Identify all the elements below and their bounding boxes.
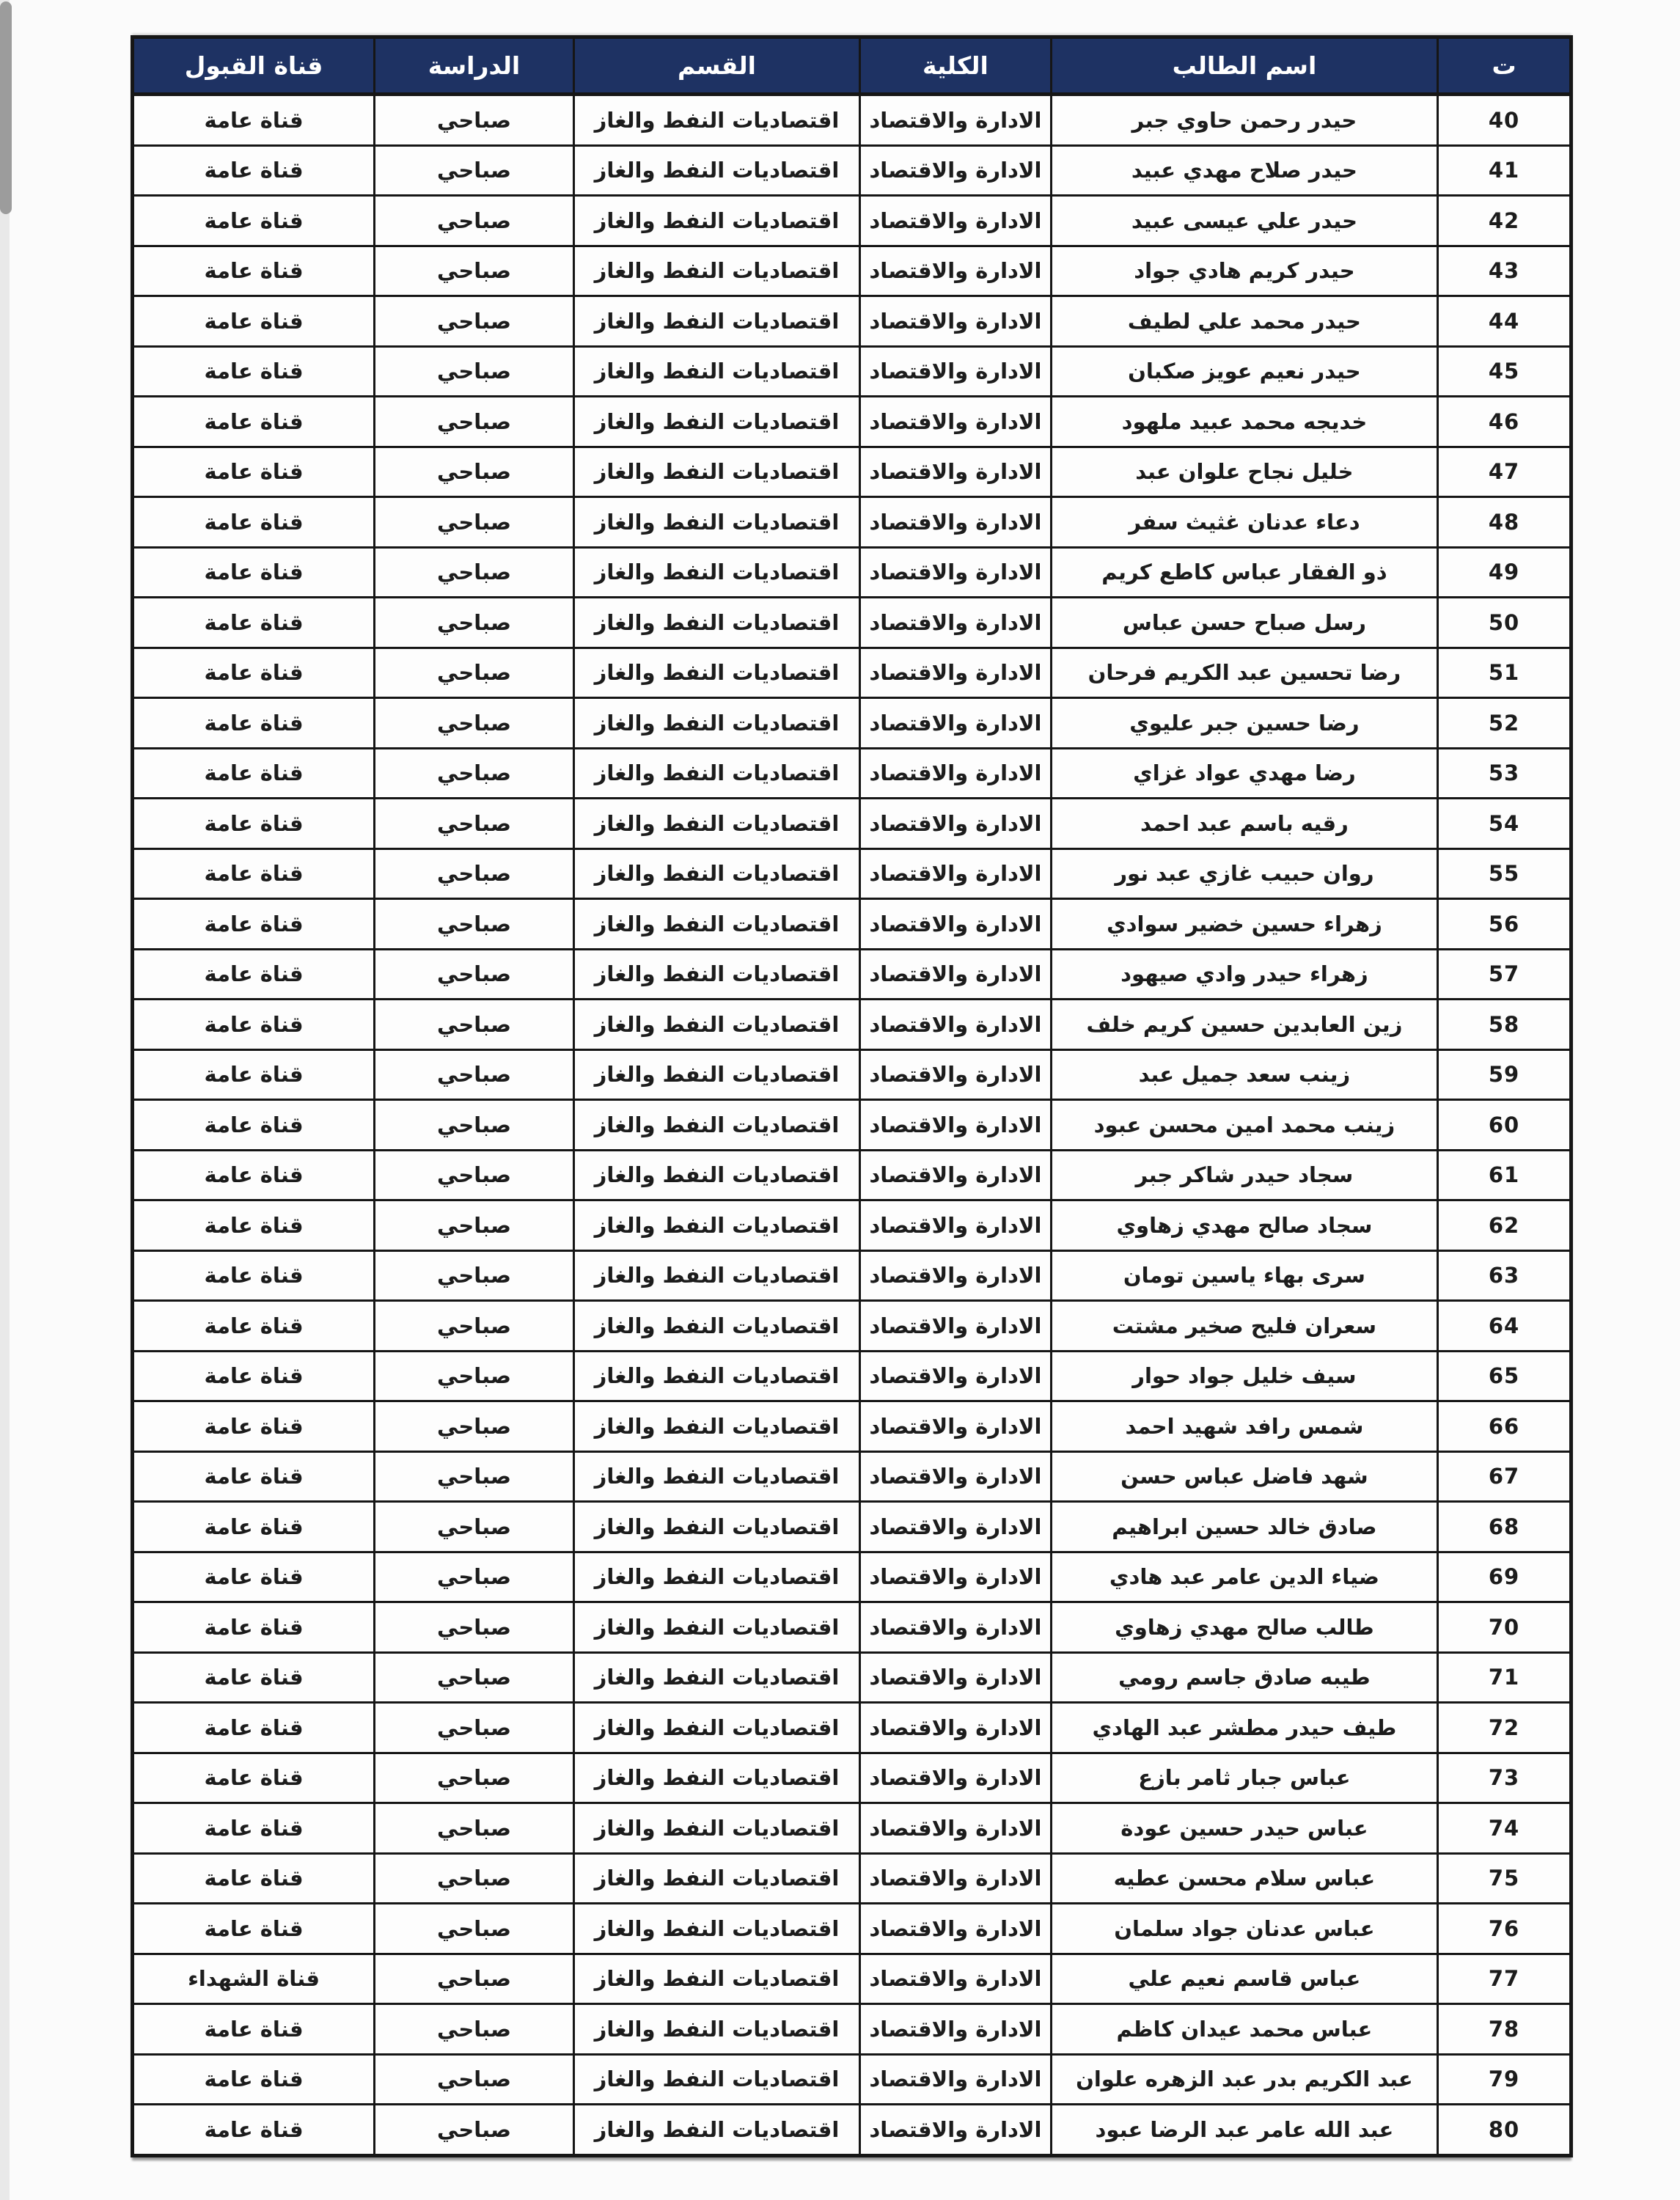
cell-no: 78: [1438, 2004, 1571, 2055]
cell-channel: قناة عامة: [133, 1451, 375, 1502]
table-row: [133, 547, 1571, 598]
cell-study: صباحي: [375, 1401, 574, 1452]
table-row: [133, 799, 1571, 849]
cell-no: 77: [1438, 1954, 1571, 2004]
cell-study: صباحي: [375, 1100, 574, 1151]
cell-no: 43: [1438, 246, 1571, 296]
cell-dept: اقتصاديات النفط والغاز: [573, 1853, 859, 1904]
table-row: [133, 1100, 1571, 1151]
cell-college: الادارة والاقتصاد: [860, 598, 1052, 648]
cell-study: صباحي: [375, 397, 574, 447]
table-row: [133, 1703, 1571, 1753]
cell-no: 67: [1438, 1451, 1571, 1502]
table-row: [133, 246, 1571, 296]
cell-college: الادارة والاقتصاد: [860, 1853, 1052, 1904]
cell-dept: اقتصاديات النفط والغاز: [573, 1703, 859, 1753]
cell-channel: قناة عامة: [133, 949, 375, 1000]
cell-study: صباحي: [375, 1753, 574, 1803]
cell-study: صباحي: [375, 648, 574, 698]
cell-name: طيبه صادق جاسم رومي: [1051, 1652, 1437, 1703]
table-row: [133, 2105, 1571, 2156]
table-row: [133, 848, 1571, 899]
table-row: [133, 748, 1571, 799]
cell-college: الادارة والاقتصاد: [860, 497, 1052, 548]
cell-study: صباحي: [375, 748, 574, 799]
cell-channel: قناة عامة: [133, 1602, 375, 1653]
cell-name: سجاد حيدر شاكر جبر: [1051, 1150, 1437, 1200]
cell-name: خليل نجاح علوان عبد: [1051, 447, 1437, 497]
cell-dept: اقتصاديات النفط والغاز: [573, 698, 859, 749]
cell-college: الادارة والاقتصاد: [860, 1000, 1052, 1050]
table-row: [133, 1853, 1571, 1904]
cell-channel: قناة عامة: [133, 1301, 375, 1352]
cell-dept: اقتصاديات النفط والغاز: [573, 648, 859, 698]
cell-dept: اقتصاديات النفط والغاز: [573, 1602, 859, 1653]
cell-dept: اقتصاديات النفط والغاز: [573, 949, 859, 1000]
cell-college: الادارة والاقتصاد: [860, 1552, 1052, 1602]
cell-no: 40: [1438, 95, 1571, 146]
cell-name: عباس جبار ثامر بازع: [1051, 1753, 1437, 1803]
column-header-college: الكلية: [860, 37, 1052, 95]
cell-study: صباحي: [375, 1703, 574, 1753]
cell-dept: اقتصاديات النفط والغاز: [573, 246, 859, 296]
cell-channel: قناة عامة: [133, 648, 375, 698]
cell-no: 79: [1438, 2054, 1571, 2105]
cell-dept: اقتصاديات النفط والغاز: [573, 1000, 859, 1050]
cell-no: 68: [1438, 1502, 1571, 1552]
cell-name: زهراء حيدر وادي صيهود: [1051, 949, 1437, 1000]
cell-college: الادارة والاقتصاد: [860, 2004, 1052, 2055]
cell-channel: قناة عامة: [133, 1200, 375, 1251]
table-row: [133, 1803, 1571, 1854]
cell-no: 44: [1438, 296, 1571, 347]
cell-channel: قناة عامة: [133, 1000, 375, 1050]
cell-name: حيدر نعيم عويز صكبان: [1051, 346, 1437, 397]
cell-study: صباحي: [375, 95, 574, 146]
cell-channel: قناة عامة: [133, 1753, 375, 1803]
cell-no: 73: [1438, 1753, 1571, 1803]
cell-college: الادارة والاقتصاد: [860, 397, 1052, 447]
cell-study: صباحي: [375, 547, 574, 598]
cell-no: 65: [1438, 1351, 1571, 1401]
cell-study: صباحي: [375, 1351, 574, 1401]
cell-no: 63: [1438, 1250, 1571, 1301]
cell-college: الادارة والاقتصاد: [860, 145, 1052, 196]
cell-college: الادارة والاقتصاد: [860, 949, 1052, 1000]
cell-college: الادارة والاقتصاد: [860, 1250, 1052, 1301]
cell-study: صباحي: [375, 196, 574, 246]
cell-dept: اقتصاديات النفط والغاز: [573, 397, 859, 447]
cell-name: عباس حيدر حسين عودة: [1051, 1803, 1437, 1854]
cell-college: الادارة والاقتصاد: [860, 246, 1052, 296]
cell-dept: اقتصاديات النفط والغاز: [573, 1753, 859, 1803]
cell-channel: قناة عامة: [133, 2054, 375, 2105]
table-row: [133, 346, 1571, 397]
cell-no: 64: [1438, 1301, 1571, 1352]
cell-study: صباحي: [375, 1853, 574, 1904]
table-row: [133, 1200, 1571, 1251]
cell-dept: اقتصاديات النفط والغاز: [573, 1904, 859, 1954]
cell-channel: قناة عامة: [133, 1853, 375, 1904]
cell-study: صباحي: [375, 1301, 574, 1352]
table-row: [133, 145, 1571, 196]
cell-name: حيدر علي عيسى عبيد: [1051, 196, 1437, 246]
cell-no: 59: [1438, 1049, 1571, 1100]
cell-college: الادارة والاقتصاد: [860, 1451, 1052, 1502]
cell-study: صباحي: [375, 1954, 574, 2004]
cell-channel: قناة عامة: [133, 145, 375, 196]
cell-no: 54: [1438, 799, 1571, 849]
cell-channel: قناة عامة: [133, 1552, 375, 1602]
cell-channel: قناة عامة: [133, 196, 375, 246]
cell-dept: اقتصاديات النفط والغاز: [573, 1401, 859, 1452]
table-row: [133, 1451, 1571, 1502]
cell-channel: قناة عامة: [133, 397, 375, 447]
cell-no: 56: [1438, 899, 1571, 950]
cell-channel: قناة الشهداء: [133, 1954, 375, 2004]
cell-study: صباحي: [375, 1049, 574, 1100]
cell-name: شهد فاضل عباس حسن: [1051, 1451, 1437, 1502]
cell-dept: اقتصاديات النفط والغاز: [573, 1954, 859, 2004]
cell-study: صباحي: [375, 1602, 574, 1653]
cell-study: صباحي: [375, 497, 574, 548]
cell-channel: قناة عامة: [133, 1049, 375, 1100]
cell-study: صباحي: [375, 2105, 574, 2156]
cell-name: زينب سعد جميل عبد: [1051, 1049, 1437, 1100]
cell-study: صباحي: [375, 949, 574, 1000]
cell-study: صباحي: [375, 246, 574, 296]
table-row: [133, 1000, 1571, 1050]
cell-channel: قناة عامة: [133, 2105, 375, 2156]
cell-name: حيدر رحمن حاوي جبر: [1051, 95, 1437, 146]
cell-college: الادارة والاقتصاد: [860, 1049, 1052, 1100]
table-row: [133, 1150, 1571, 1200]
cell-no: 50: [1438, 598, 1571, 648]
cell-college: الادارة والاقتصاد: [860, 196, 1052, 246]
cell-college: الادارة والاقتصاد: [860, 2105, 1052, 2156]
cell-dept: اقتصاديات النفط والغاز: [573, 497, 859, 548]
cell-dept: اقتصاديات النفط والغاز: [573, 1301, 859, 1352]
cell-name: خديجه محمد عبيد ملهود: [1051, 397, 1437, 447]
cell-dept: اقتصاديات النفط والغاز: [573, 899, 859, 950]
cell-channel: قناة عامة: [133, 899, 375, 950]
cell-channel: قناة عامة: [133, 246, 375, 296]
table-row: [133, 1301, 1571, 1352]
cell-no: 74: [1438, 1803, 1571, 1854]
cell-college: الادارة والاقتصاد: [860, 748, 1052, 799]
table-row: [133, 1049, 1571, 1100]
table-row: [133, 899, 1571, 950]
cell-name: صادق خالد حسين ابراهيم: [1051, 1502, 1437, 1552]
cell-channel: قناة عامة: [133, 2004, 375, 2055]
table-row: [133, 1401, 1571, 1452]
cell-name: عباس قاسم نعيم علي: [1051, 1954, 1437, 2004]
cell-channel: قناة عامة: [133, 799, 375, 849]
cell-dept: اقتصاديات النفط والغاز: [573, 1803, 859, 1854]
cell-dept: اقتصاديات النفط والغاز: [573, 547, 859, 598]
table-row: [133, 949, 1571, 1000]
cell-name: زين العابدين حسين كريم خلف: [1051, 1000, 1437, 1050]
cell-channel: قناة عامة: [133, 1502, 375, 1552]
cell-name: زهراء حسين خضير سوادي: [1051, 899, 1437, 950]
table-row: [133, 1904, 1571, 1954]
cell-study: صباحي: [375, 1904, 574, 1954]
cell-no: 41: [1438, 145, 1571, 196]
cell-name: رقيه باسم عبد احمد: [1051, 799, 1437, 849]
cell-channel: قناة عامة: [133, 1100, 375, 1151]
cell-name: حيدر صلاح مهدي عبيد: [1051, 145, 1437, 196]
cell-study: صباحي: [375, 799, 574, 849]
cell-no: 53: [1438, 748, 1571, 799]
table-body: [133, 95, 1571, 2156]
cell-study: صباحي: [375, 1451, 574, 1502]
cell-name: سيف خليل جواد حوار: [1051, 1351, 1437, 1401]
cell-dept: اقتصاديات النفط والغاز: [573, 799, 859, 849]
cell-name: شمس رافد شهيد احمد: [1051, 1401, 1437, 1452]
cell-no: 66: [1438, 1401, 1571, 1452]
cell-dept: اقتصاديات النفط والغاز: [573, 1502, 859, 1552]
cell-no: 80: [1438, 2105, 1571, 2156]
table-row: [133, 196, 1571, 246]
cell-channel: قناة عامة: [133, 1803, 375, 1854]
cell-study: صباحي: [375, 1250, 574, 1301]
table-row: [133, 1351, 1571, 1401]
cell-name: ذو الفقار عباس كاطع كريم: [1051, 547, 1437, 598]
cell-dept: اقتصاديات النفط والغاز: [573, 1250, 859, 1301]
cell-name: دعاء عدنان غثيث سفر: [1051, 497, 1437, 548]
cell-college: الادارة والاقتصاد: [860, 899, 1052, 950]
cell-no: 62: [1438, 1200, 1571, 1251]
cell-college: الادارة والاقتصاد: [860, 1753, 1052, 1803]
cell-no: 46: [1438, 397, 1571, 447]
table-row: [133, 1954, 1571, 2004]
cell-college: الادارة والاقتصاد: [860, 1502, 1052, 1552]
cell-dept: اقتصاديات النفط والغاز: [573, 1049, 859, 1100]
cell-college: الادارة والاقتصاد: [860, 95, 1052, 146]
cell-name: حيدر كريم هادي جواد: [1051, 246, 1437, 296]
cell-name: عباس محمد عيدان كاظم: [1051, 2004, 1437, 2055]
cell-name: عبد الكريم بدر عبد الزهره علوان: [1051, 2054, 1437, 2105]
column-header-channel: قناة القبول: [133, 37, 375, 95]
cell-channel: قناة عامة: [133, 1351, 375, 1401]
cell-no: 57: [1438, 949, 1571, 1000]
column-header-dept: القسم: [573, 37, 859, 95]
table-row: [133, 698, 1571, 749]
cell-no: 58: [1438, 1000, 1571, 1050]
column-header-name: اسم الطالب: [1051, 37, 1437, 95]
cell-channel: قناة عامة: [133, 1904, 375, 1954]
cell-college: الادارة والاقتصاد: [860, 447, 1052, 497]
cell-college: الادارة والاقتصاد: [860, 547, 1052, 598]
cell-dept: اقتصاديات النفط والغاز: [573, 346, 859, 397]
table-row: [133, 598, 1571, 648]
cell-dept: اقتصاديات النفط والغاز: [573, 1150, 859, 1200]
cell-no: 61: [1438, 1150, 1571, 1200]
cell-name: طيف حيدر مطشر عبد الهادي: [1051, 1703, 1437, 1753]
cell-college: الادارة والاقتصاد: [860, 1150, 1052, 1200]
cell-dept: اقتصاديات النفط والغاز: [573, 1652, 859, 1703]
cell-college: الادارة والاقتصاد: [860, 1904, 1052, 1954]
cell-no: 70: [1438, 1602, 1571, 1653]
table-row: [133, 1602, 1571, 1653]
cell-no: 69: [1438, 1552, 1571, 1602]
cell-no: 42: [1438, 196, 1571, 246]
cell-no: 49: [1438, 547, 1571, 598]
table-row: [133, 397, 1571, 447]
cell-college: الادارة والاقتصاد: [860, 799, 1052, 849]
cell-study: صباحي: [375, 1552, 574, 1602]
students-table: [131, 35, 1573, 2157]
cell-college: الادارة والاقتصاد: [860, 1351, 1052, 1401]
cell-college: الادارة والاقتصاد: [860, 346, 1052, 397]
table-row: [133, 648, 1571, 698]
cell-no: 48: [1438, 497, 1571, 548]
cell-name: ضياء الدين عامر عبد هادي: [1051, 1552, 1437, 1602]
cell-dept: اقتصاديات النفط والغاز: [573, 1351, 859, 1401]
cell-channel: قناة عامة: [133, 547, 375, 598]
cell-dept: اقتصاديات النفط والغاز: [573, 2105, 859, 2156]
cell-dept: اقتصاديات النفط والغاز: [573, 196, 859, 246]
cell-name: عباس عدنان جواد سلمان: [1051, 1904, 1437, 1954]
cell-name: سجاد صالح مهدي زهاوي: [1051, 1200, 1437, 1251]
cell-name: رضا حسين جبر عليوي: [1051, 698, 1437, 749]
cell-college: الادارة والاقتصاد: [860, 1954, 1052, 2004]
cell-dept: اقتصاديات النفط والغاز: [573, 1451, 859, 1502]
cell-name: حيدر محمد علي لطيف: [1051, 296, 1437, 347]
column-header-no: ت: [1438, 37, 1571, 95]
cell-channel: قناة عامة: [133, 346, 375, 397]
cell-no: 55: [1438, 848, 1571, 899]
cell-study: صباحي: [375, 447, 574, 497]
cell-name: سعران فليح صخير مشتت: [1051, 1301, 1437, 1352]
cell-name: رضا مهدي عواد غزاي: [1051, 748, 1437, 799]
cell-no: 45: [1438, 346, 1571, 397]
cell-no: 75: [1438, 1853, 1571, 1904]
cell-channel: قناة عامة: [133, 1150, 375, 1200]
cell-study: صباحي: [375, 296, 574, 347]
cell-channel: قناة عامة: [133, 1401, 375, 1452]
cell-college: الادارة والاقتصاد: [860, 296, 1052, 347]
table-header-row: [133, 37, 1571, 95]
table-row: [133, 1552, 1571, 1602]
cell-dept: اقتصاديات النفط والغاز: [573, 145, 859, 196]
cell-study: صباحي: [375, 346, 574, 397]
cell-study: صباحي: [375, 1150, 574, 1200]
cell-study: صباحي: [375, 698, 574, 749]
cell-study: صباحي: [375, 848, 574, 899]
cell-channel: قناة عامة: [133, 598, 375, 648]
table-row: [133, 2054, 1571, 2105]
cell-study: صباحي: [375, 899, 574, 950]
cell-study: صباحي: [375, 1652, 574, 1703]
cell-study: صباحي: [375, 1000, 574, 1050]
cell-no: 60: [1438, 1100, 1571, 1151]
cell-dept: اقتصاديات النفط والغاز: [573, 848, 859, 899]
cell-college: الادارة والاقتصاد: [860, 2054, 1052, 2105]
cell-college: الادارة والاقتصاد: [860, 1301, 1052, 1352]
table-row: [133, 1652, 1571, 1703]
cell-college: الادارة والاقتصاد: [860, 848, 1052, 899]
table-row: [133, 1753, 1571, 1803]
cell-college: الادارة والاقتصاد: [860, 1401, 1052, 1452]
scrollbar-track[interactable]: [0, 0, 10, 2200]
table-row: [133, 2004, 1571, 2055]
cell-dept: اقتصاديات النفط والغاز: [573, 1100, 859, 1151]
cell-college: الادارة والاقتصاد: [860, 648, 1052, 698]
cell-no: 71: [1438, 1652, 1571, 1703]
cell-name: زينب محمد امين محسن عبود: [1051, 1100, 1437, 1151]
table-row: [133, 1502, 1571, 1552]
cell-channel: قناة عامة: [133, 95, 375, 146]
cell-dept: اقتصاديات النفط والغاز: [573, 748, 859, 799]
table-row: [133, 497, 1571, 548]
cell-channel: قناة عامة: [133, 698, 375, 749]
cell-name: عبد الله عامر عبد الرضا عبود: [1051, 2105, 1437, 2156]
table-row: [133, 296, 1571, 347]
cell-dept: اقتصاديات النفط والغاز: [573, 1200, 859, 1251]
cell-no: 47: [1438, 447, 1571, 497]
cell-no: 52: [1438, 698, 1571, 749]
table-row: [133, 1250, 1571, 1301]
cell-study: صباحي: [375, 2054, 574, 2105]
cell-college: الادارة والاقتصاد: [860, 1100, 1052, 1151]
table-row: [133, 95, 1571, 146]
cell-no: 76: [1438, 1904, 1571, 1954]
cell-college: الادارة والاقتصاد: [860, 1200, 1052, 1251]
cell-channel: قناة عامة: [133, 1703, 375, 1753]
cell-dept: اقتصاديات النفط والغاز: [573, 598, 859, 648]
cell-study: صباحي: [375, 2004, 574, 2055]
cell-study: صباحي: [375, 598, 574, 648]
cell-study: صباحي: [375, 1200, 574, 1251]
cell-dept: اقتصاديات النفط والغاز: [573, 2054, 859, 2105]
cell-no: 72: [1438, 1703, 1571, 1753]
cell-name: طالب صالح مهدي زهاوي: [1051, 1602, 1437, 1653]
cell-college: الادارة والاقتصاد: [860, 1803, 1052, 1854]
cell-study: صباحي: [375, 1803, 574, 1854]
cell-study: صباحي: [375, 145, 574, 196]
cell-college: الادارة والاقتصاد: [860, 698, 1052, 749]
cell-dept: اقتصاديات النفط والغاز: [573, 95, 859, 146]
cell-name: روان حبيب غازي عبد نور: [1051, 848, 1437, 899]
cell-name: سرى بهاء ياسين تومان: [1051, 1250, 1437, 1301]
cell-channel: قناة عامة: [133, 848, 375, 899]
cell-channel: قناة عامة: [133, 1250, 375, 1301]
cell-college: الادارة والاقتصاد: [860, 1703, 1052, 1753]
cell-name: عباس سلام محسن عطيه: [1051, 1853, 1437, 1904]
cell-channel: قناة عامة: [133, 296, 375, 347]
cell-study: صباحي: [375, 1502, 574, 1552]
cell-college: الادارة والاقتصاد: [860, 1602, 1052, 1653]
cell-channel: قناة عامة: [133, 1652, 375, 1703]
cell-dept: اقتصاديات النفط والغاز: [573, 2004, 859, 2055]
cell-no: 51: [1438, 648, 1571, 698]
cell-dept: اقتصاديات النفط والغاز: [573, 447, 859, 497]
cell-name: رضا تحسين عبد الكريم فرحان: [1051, 648, 1437, 698]
cell-name: رسل صباح حسن عباس: [1051, 598, 1437, 648]
cell-channel: قناة عامة: [133, 447, 375, 497]
cell-dept: اقتصاديات النفط والغاز: [573, 296, 859, 347]
table-row: [133, 447, 1571, 497]
cell-college: الادارة والاقتصاد: [860, 1652, 1052, 1703]
cell-dept: اقتصاديات النفط والغاز: [573, 1552, 859, 1602]
column-header-study: الدراسة: [375, 37, 574, 95]
cell-channel: قناة عامة: [133, 748, 375, 799]
scrollbar-thumb[interactable]: [0, 1, 12, 214]
cell-channel: قناة عامة: [133, 497, 375, 548]
